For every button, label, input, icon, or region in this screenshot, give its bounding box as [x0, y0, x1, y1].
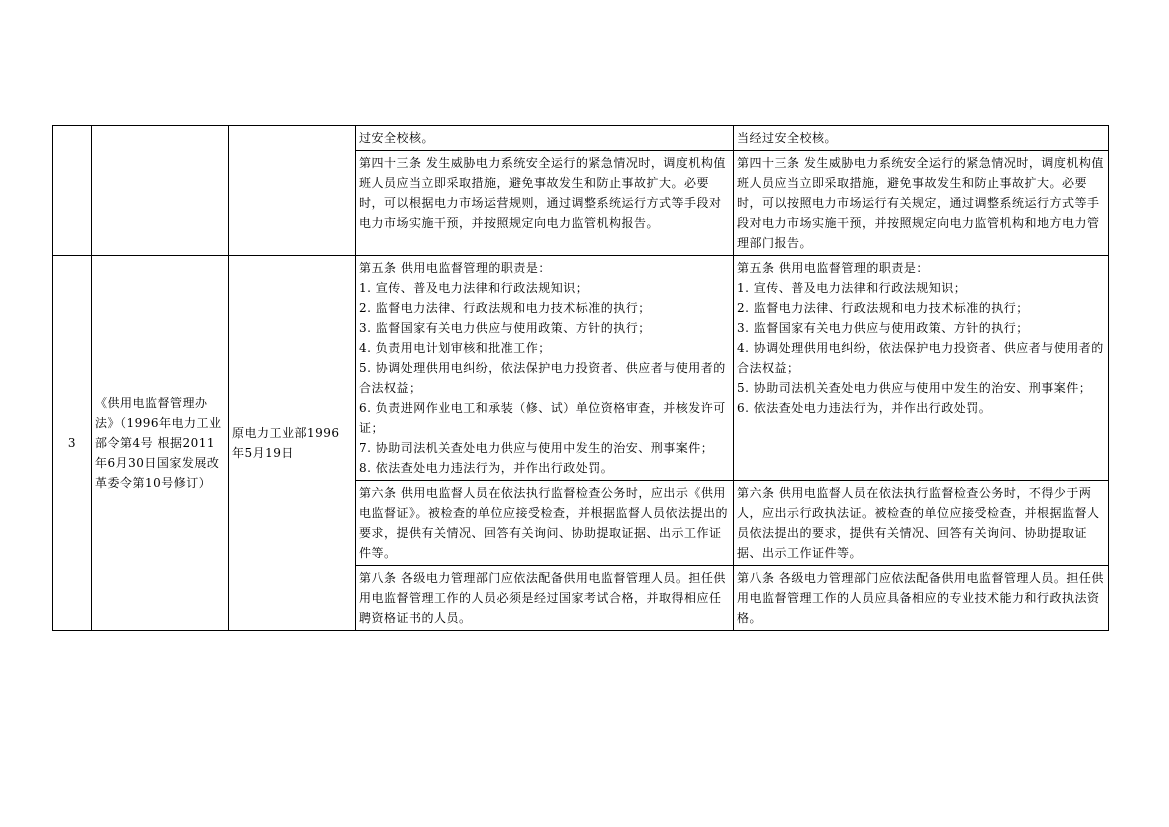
revised-text: 当经过安全校核。 — [737, 131, 838, 145]
original-article-5-line: 4. 负责用电计划审核和批准工作； — [359, 341, 551, 355]
item-number-cell — [53, 256, 92, 631]
revised-text-cell — [734, 566, 1109, 631]
item-number-cell-empty — [53, 126, 92, 256]
revised-text-cell — [734, 126, 1109, 151]
table-row — [53, 126, 1109, 151]
regulation-name: 《供用电监督管理办法》（1996年电力工业部令第4号 根据2011年6月30日国家发展改革委令第10号修订） — [95, 396, 222, 490]
original-article-8: 第八条 各级电力管理部门应依法配备供用电监督管理人员。担任供用电监督管理工作的人员必须是经过国家考试合格，并取得相应任聘资格证书的人员。 — [359, 571, 726, 625]
regulation-comparison-table — [52, 125, 1109, 631]
original-article-5-line: 7. 协助司法机关查处电力供应与使用中发生的治安、刑事案件； — [359, 441, 714, 455]
revised-article-5-line: 1. 宣传、普及电力法律和行政法规知识； — [737, 281, 967, 295]
revised-article-43: 第四十三条 发生威胁电力系统安全运行的紧急情况时，调度机构值班人员应当立即采取措施，避免事故发生和防止事故扩大。必要时，可以按照电力市场运行有关规定，通过调整系统运行方式等手段对电力市场实施干预，并按照规定向电力监管机构和地方电力管理部门报告。 — [737, 156, 1104, 250]
revised-text-cell — [734, 151, 1109, 256]
revised-text-cell — [734, 481, 1109, 566]
revised-article-8: 第八条 各级电力管理部门应依法配备供用电监督管理人员。担任供用电监督管理工作的人员应具备相应的专业技术能力和行政执法资格。 — [737, 571, 1104, 625]
issuer-cell-empty — [229, 126, 356, 256]
original-text: 过安全校核。 — [359, 131, 435, 145]
original-article-5-line: 6. 负责进网作业电工和承装（修、试）单位资格审查，并核发许可证； — [359, 401, 726, 435]
original-text-cell — [356, 126, 734, 151]
revised-article-6: 第六条 供用电监督人员在依法执行监督检查公务时，不得少于两人，应出示行政执法证。被检查的单位应接受检查，并根据监督人员依法提出的要求，提供有关情况、回答有关询问、协助提取证据、出示工作证件等。 — [737, 486, 1100, 560]
original-article-5-line: 第五条 供用电监督管理的职责是： — [359, 261, 551, 275]
regulation-name-cell — [92, 256, 229, 631]
revised-article-5-line: 6. 依法查处电力违法行为，并作出行政处罚。 — [737, 401, 992, 415]
original-article-5-line: 8. 依法查处电力违法行为，并作出行政处罚。 — [359, 461, 614, 475]
original-text-cell — [356, 256, 734, 481]
revised-article-5-line: 第五条 供用电监督管理的职责是： — [737, 261, 929, 275]
issuer-date: 原电力工业部1996年5月19日 — [232, 426, 340, 460]
item-number: 3 — [67, 436, 77, 450]
original-article-43: 第四十三条 发生威胁电力系统安全运行的紧急情况时，调度机构值班人员应当立即采取措施，避免事故发生和防止事故扩大。必要时，可以根据电力市场运营规则，通过调整系统运行方式等手段对电力市场实施干预，并按照规定向电力监管机构报告。 — [359, 156, 726, 230]
revised-text-cell — [734, 256, 1109, 481]
table-row — [53, 256, 1109, 481]
revised-article-5-line: 4. 协调处理供用电纠纷，依法保护电力投资者、供应者与使用者的合法权益； — [737, 341, 1104, 375]
original-article-5-line: 3. 监督国家有关电力供应与使用政策、方针的执行； — [359, 321, 651, 335]
original-article-5-line: 1. 宣传、普及电力法律和行政法规知识； — [359, 281, 589, 295]
original-article-5-line: 2. 监督电力法律、行政法规和电力技术标准的执行； — [359, 301, 651, 315]
original-article-6: 第六条 供用电监督人员在依法执行监督检查公务时，应出示《供用电监督证》。被检查的单位应接受检查，并根据监督人员依法提出的要求，提供有关情况、回答有关询问、协助提取证据、出示工作证件等。 — [359, 486, 729, 560]
original-text-cell — [356, 481, 734, 566]
revised-article-5-line: 5. 协助司法机关查处电力供应与使用中发生的治安、刑事案件； — [737, 381, 1092, 395]
original-article-5-line: 5. 协调处理供用电纠纷，依法保护电力投资者、供应者与使用者的合法权益； — [359, 361, 726, 395]
revised-article-5-line: 3. 监督国家有关电力供应与使用政策、方针的执行； — [737, 321, 1029, 335]
original-text-cell — [356, 566, 734, 631]
issuer-cell — [229, 256, 356, 631]
revised-article-5-line: 2. 监督电力法律、行政法规和电力技术标准的执行； — [737, 301, 1029, 315]
regulation-name-cell-empty — [92, 126, 229, 256]
original-text-cell — [356, 151, 734, 256]
